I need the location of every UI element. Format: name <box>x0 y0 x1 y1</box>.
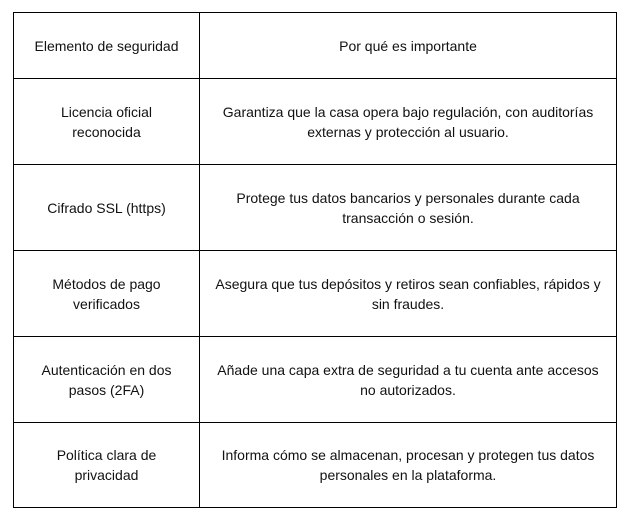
element-text: Política clara de privacidad <box>56 447 157 483</box>
cell-reason <box>200 423 617 508</box>
table-row <box>14 165 617 251</box>
cell-reason <box>200 79 617 165</box>
table-row <box>14 423 617 508</box>
reason-text: Garantiza que la casa opera bajo regulación, con auditorías externas y protección al usuario. <box>222 103 594 140</box>
reason-text: Añade una capa extra de seguridad a tu cuenta ante accesos no autorizados. <box>217 361 599 398</box>
cell-reason <box>200 251 617 337</box>
table-row <box>14 79 617 165</box>
cell-reason <box>200 337 617 423</box>
header-reason: Por qué es importante <box>200 13 617 79</box>
cell-reason <box>200 165 617 251</box>
header-element: Elemento de seguridad <box>14 13 200 79</box>
cell-element <box>14 251 200 337</box>
element-text: Métodos de pago verificados <box>52 275 161 312</box>
reason-text: Asegura que tus depósitos y retiros sean confiables, rápidos y sin fraudes. <box>215 275 601 312</box>
element-text: Licencia oficial reconocida <box>60 103 153 140</box>
table-row <box>14 251 617 337</box>
cell-element <box>14 337 200 423</box>
table-header-row <box>14 13 617 79</box>
cell-element <box>14 423 200 508</box>
cell-element <box>14 165 200 251</box>
element-text: Cifrado SSL (https) <box>47 199 166 216</box>
reason-text: Informa cómo se almacenan, procesan y protegen tus datos personales en la plataforma. <box>221 447 595 483</box>
table-row <box>14 337 617 423</box>
cell-element <box>14 79 200 165</box>
element-text: Autenticación en dos pasos (2FA) <box>41 361 172 398</box>
reason-text: Protege tus datos bancarios y personales durante cada transacción o sesión. <box>236 189 580 226</box>
security-elements-table <box>13 12 617 508</box>
